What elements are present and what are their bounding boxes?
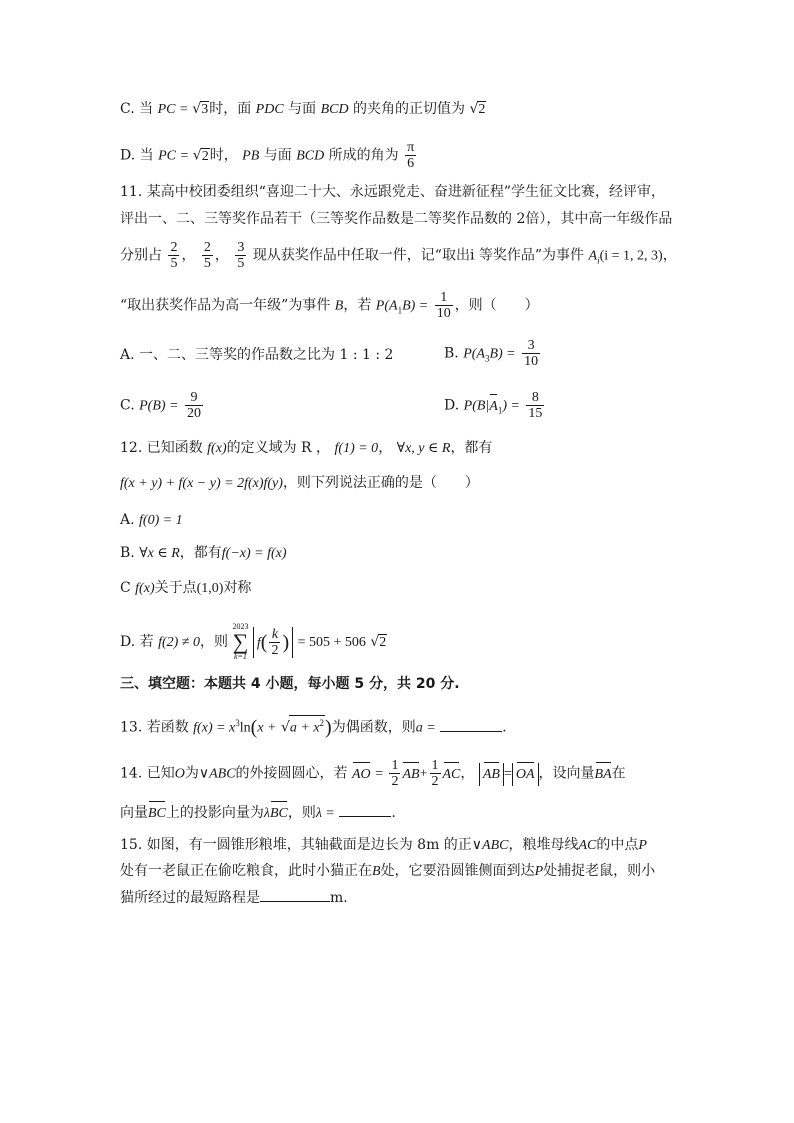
text: ，都有 (179, 545, 222, 561)
vector-ac: AC (443, 764, 461, 786)
numerator: 1 (435, 290, 453, 306)
math: f(x) (135, 581, 155, 596)
q11-line-2: 评出一、二、三等奖作品若干（三等奖作品数是二等奖作品数的 2倍），其中高一年级作品 (120, 211, 673, 227)
q15-line-3 (120, 887, 348, 909)
text: ， (460, 765, 475, 782)
text: 分别占 (120, 247, 162, 264)
text: . (502, 719, 507, 736)
text: ，则（ ） (454, 297, 539, 314)
math: ) = (502, 398, 520, 414)
text: 时，面 (209, 101, 252, 117)
q10-option-d (120, 140, 418, 171)
section-heading: 三、填空题：本题共 4 小题，每小题 5 分，共 20 分. (120, 676, 460, 692)
numerator: k (269, 627, 280, 643)
numerator: 3 (522, 338, 540, 354)
math: + (419, 766, 428, 782)
text: 处有一老鼠正在偷吃粮食，此时小猫正在 (120, 863, 372, 879)
fraction (389, 758, 400, 789)
math-p: B) = (402, 298, 429, 314)
math: f(2) ≠ 0 (158, 635, 200, 650)
math-bcd: BCD (320, 102, 349, 117)
q11-option-d (444, 390, 546, 421)
math: ∨ABC (471, 838, 509, 853)
q10-option-c (120, 98, 486, 121)
math-sub: 1 (397, 305, 403, 316)
text: 所成的角为 (328, 147, 399, 164)
denominator: 5 (203, 256, 211, 271)
text: ，若 (343, 297, 372, 314)
fraction (405, 140, 416, 171)
denominator: 2 (271, 642, 279, 658)
radicand-text: a + x (289, 720, 320, 736)
math: λ (263, 806, 270, 821)
numerator: 2 (170, 240, 178, 255)
denominator: 20 (186, 406, 201, 421)
fraction (435, 290, 453, 321)
option-label: C. (120, 397, 135, 414)
math-b: B (334, 298, 344, 314)
q12-line-2 (120, 472, 479, 495)
q11-option-a: A. 一、二、三等奖的作品数之比为 1 : 1 : 2 (120, 347, 394, 363)
q11-line-3: 分别占 $\frac{2}{5}$ ， $\frac{2}{5}$ ， $\frac{3}{5}$ 现从获奖作品中任取一件，记“取出i 等奖作品”为事件 $A_i(i = 1$, 2, 3)， (120, 240, 677, 271)
text: ， (378, 440, 393, 456)
answer-blank[interactable] (260, 887, 330, 902)
math: f(1) = 0 (334, 441, 379, 456)
math: f(x + y) + f(x − y) = 2f(x)f(y) (120, 476, 283, 491)
math-sub: 1 (497, 405, 503, 416)
math: ∀x, y ∈ R (396, 441, 451, 456)
math-p: P(A (375, 298, 398, 314)
q15-line-1 (120, 834, 647, 857)
vector-ab: AB (483, 764, 500, 786)
option-label: B. (120, 545, 135, 561)
text: 处，它要沿圆锥侧面到达 (380, 863, 535, 879)
numerator: 3 (237, 240, 245, 255)
radicand: 2 (201, 148, 209, 164)
text: 在 (611, 765, 626, 782)
denominator: 5 (170, 256, 178, 271)
radicand (289, 715, 325, 736)
vector-ab: AB (402, 764, 419, 786)
radical-icon: √ (370, 634, 380, 650)
q11-option-c (120, 390, 205, 421)
numerator: 1 (431, 758, 439, 773)
math: P(A (463, 346, 485, 362)
math-eq: = (180, 148, 189, 164)
math: (1,0) (196, 581, 224, 596)
q14-line-1 (120, 758, 626, 789)
denominator: 6 (407, 156, 415, 171)
math: f (256, 635, 261, 650)
math: P (638, 838, 647, 853)
option-label: D. 若 (120, 634, 154, 650)
summation (232, 622, 248, 662)
text: 处捕捉老鼠，则小 (543, 863, 656, 879)
text: ，则下列说法正确的是（ ） (282, 475, 479, 491)
text: 与面 (263, 147, 292, 164)
radicand: 2 (478, 102, 486, 117)
option-label: A. (120, 512, 135, 528)
numerator: 8 (526, 390, 544, 406)
q13: 13. 若函数 $f(x) = x^3\ln(x + √a + x^2)$为偶函数，则a = . (120, 716, 507, 739)
vector-ao: AO (352, 764, 371, 786)
denominator: 2 (391, 774, 399, 789)
math-pdc: PDC (255, 102, 284, 117)
math-a: A (588, 248, 598, 264)
math-eq: = (179, 102, 188, 117)
radical-icon: √ (280, 719, 290, 736)
math-sub: i (597, 255, 600, 266)
sum-lower: k=1 (233, 652, 247, 661)
q11-line-4 (120, 290, 539, 321)
text: ，设向量 (538, 765, 595, 782)
sigma-icon: ∑ (232, 629, 249, 654)
fraction (235, 240, 246, 271)
option-label: C. 当 (120, 101, 154, 117)
fraction (269, 627, 280, 658)
fraction (522, 338, 540, 369)
text: 对称 (223, 580, 252, 596)
vector-bc: BC (148, 803, 166, 825)
fraction (168, 240, 179, 271)
math: f(x) (207, 441, 227, 456)
radical-icon: √ (192, 147, 202, 164)
text: 13. 若函数 (120, 719, 189, 736)
text: ，则 (287, 805, 316, 821)
vector-oa: OA (516, 764, 535, 786)
text: 的外接圆圆心，若 (235, 765, 348, 782)
math: = (375, 766, 384, 782)
answer-blank[interactable] (440, 717, 502, 732)
q14-line-2 (120, 802, 396, 825)
math: f(0) = 1 (139, 513, 183, 528)
radical-icon: √ (192, 101, 202, 117)
math-sup: 3 (235, 718, 240, 728)
text: ，则 (200, 634, 228, 650)
math: ln (239, 720, 251, 736)
q15-line-2 (120, 860, 655, 883)
radicand: 2 (379, 635, 387, 650)
numerator: π (407, 140, 415, 155)
radicand: 3 (201, 102, 209, 117)
text: 12. 已知函数 (120, 440, 203, 456)
option-label: D. 当 (120, 147, 154, 164)
numerator: 1 (391, 758, 399, 773)
absolute-value: f( $\frac{k}{2}$ ) (253, 627, 293, 658)
math-sup: 2 (319, 718, 325, 728)
fraction (185, 390, 203, 421)
text: 14. 已知 (120, 765, 175, 782)
math: P(B| (463, 398, 490, 414)
text: 15. 如图，有一圆锥形粮堆，其轴截面是边长为 8m 的正 (120, 837, 472, 853)
math: O (174, 766, 185, 782)
q12-option-b (120, 542, 287, 565)
math: f(−x) = f(x) (221, 546, 287, 561)
text: 为 (184, 765, 199, 782)
text: ， (662, 247, 677, 264)
math-bcd: BCD (296, 148, 325, 164)
math: λ = (315, 806, 335, 821)
fraction (430, 758, 441, 789)
math-sub: 3 (484, 353, 490, 364)
text: . (391, 805, 396, 821)
math: B) = (489, 346, 516, 362)
text: m. (330, 890, 348, 906)
text: 上的投影向量为 (165, 805, 264, 821)
text: 现从获奖作品中任取一件，记“取出i 等奖作品”为事件 (252, 247, 585, 264)
q12-option-d (120, 622, 387, 662)
math: AC (578, 838, 597, 853)
text: 时， (209, 147, 238, 164)
text: 关于点 (154, 580, 197, 596)
text: 的中点 (596, 837, 639, 853)
text: 与面 (288, 101, 317, 117)
text: 向量 (120, 805, 148, 821)
text: ，都有 (450, 440, 493, 456)
option-label: C (120, 580, 131, 596)
vector-bc: BC (270, 803, 288, 825)
math: P (534, 864, 544, 879)
numerator: 9 (185, 390, 203, 406)
math: B (372, 864, 381, 879)
math: = (503, 766, 512, 782)
math: ∀x ∈ R (139, 546, 180, 561)
math: x + (257, 720, 277, 736)
text: 的定义域为 R ， (226, 440, 331, 456)
q12-option-a (120, 509, 183, 532)
math: P(B) = (139, 398, 179, 414)
text: 猫所经过的最短路程是 (120, 890, 260, 906)
denominator: 2 (431, 774, 439, 789)
denominator: 10 (524, 354, 539, 369)
numerator: 2 (203, 240, 211, 255)
fraction (526, 390, 544, 421)
math-pc: PC (158, 148, 176, 164)
math: = 505 + 506 (297, 635, 366, 650)
math-pb: PB (242, 148, 260, 164)
absolute-value (512, 763, 539, 786)
text: ，粮堆母线 (508, 837, 579, 853)
denominator: 15 (528, 406, 543, 421)
q12-option-c (120, 577, 251, 600)
math-range: (i = 1, 2, 3) (599, 248, 663, 264)
q12-line-1 (120, 437, 492, 460)
text: 为偶函数，则 (331, 719, 416, 736)
math: f(x) = x (193, 720, 236, 736)
answer-blank[interactable] (339, 802, 391, 817)
option-label: D. (444, 397, 460, 414)
radical-icon: √ (469, 101, 479, 117)
text: “取出获奖作品为高一年级”为事件 (120, 297, 331, 314)
math: ∨ABC (198, 766, 236, 782)
fraction (202, 240, 213, 271)
q11-option-b (444, 338, 542, 369)
absolute-value (479, 763, 504, 786)
math-pc: PC (157, 102, 176, 117)
text: 的夹角的正切值为 (353, 101, 466, 117)
sum-upper: 2023 (232, 622, 249, 631)
option-label: B. (444, 345, 459, 362)
vector-ba: BA (595, 764, 612, 786)
denominator: 5 (237, 256, 245, 271)
denominator: 10 (436, 306, 451, 321)
math-bar: A (489, 396, 498, 418)
q11-line-1: 11. 某高中校团委组织“喜迎二十大、永远跟党走、奋进新征程”学生征文比赛，经评审， (120, 184, 666, 200)
math: a = (415, 720, 436, 736)
